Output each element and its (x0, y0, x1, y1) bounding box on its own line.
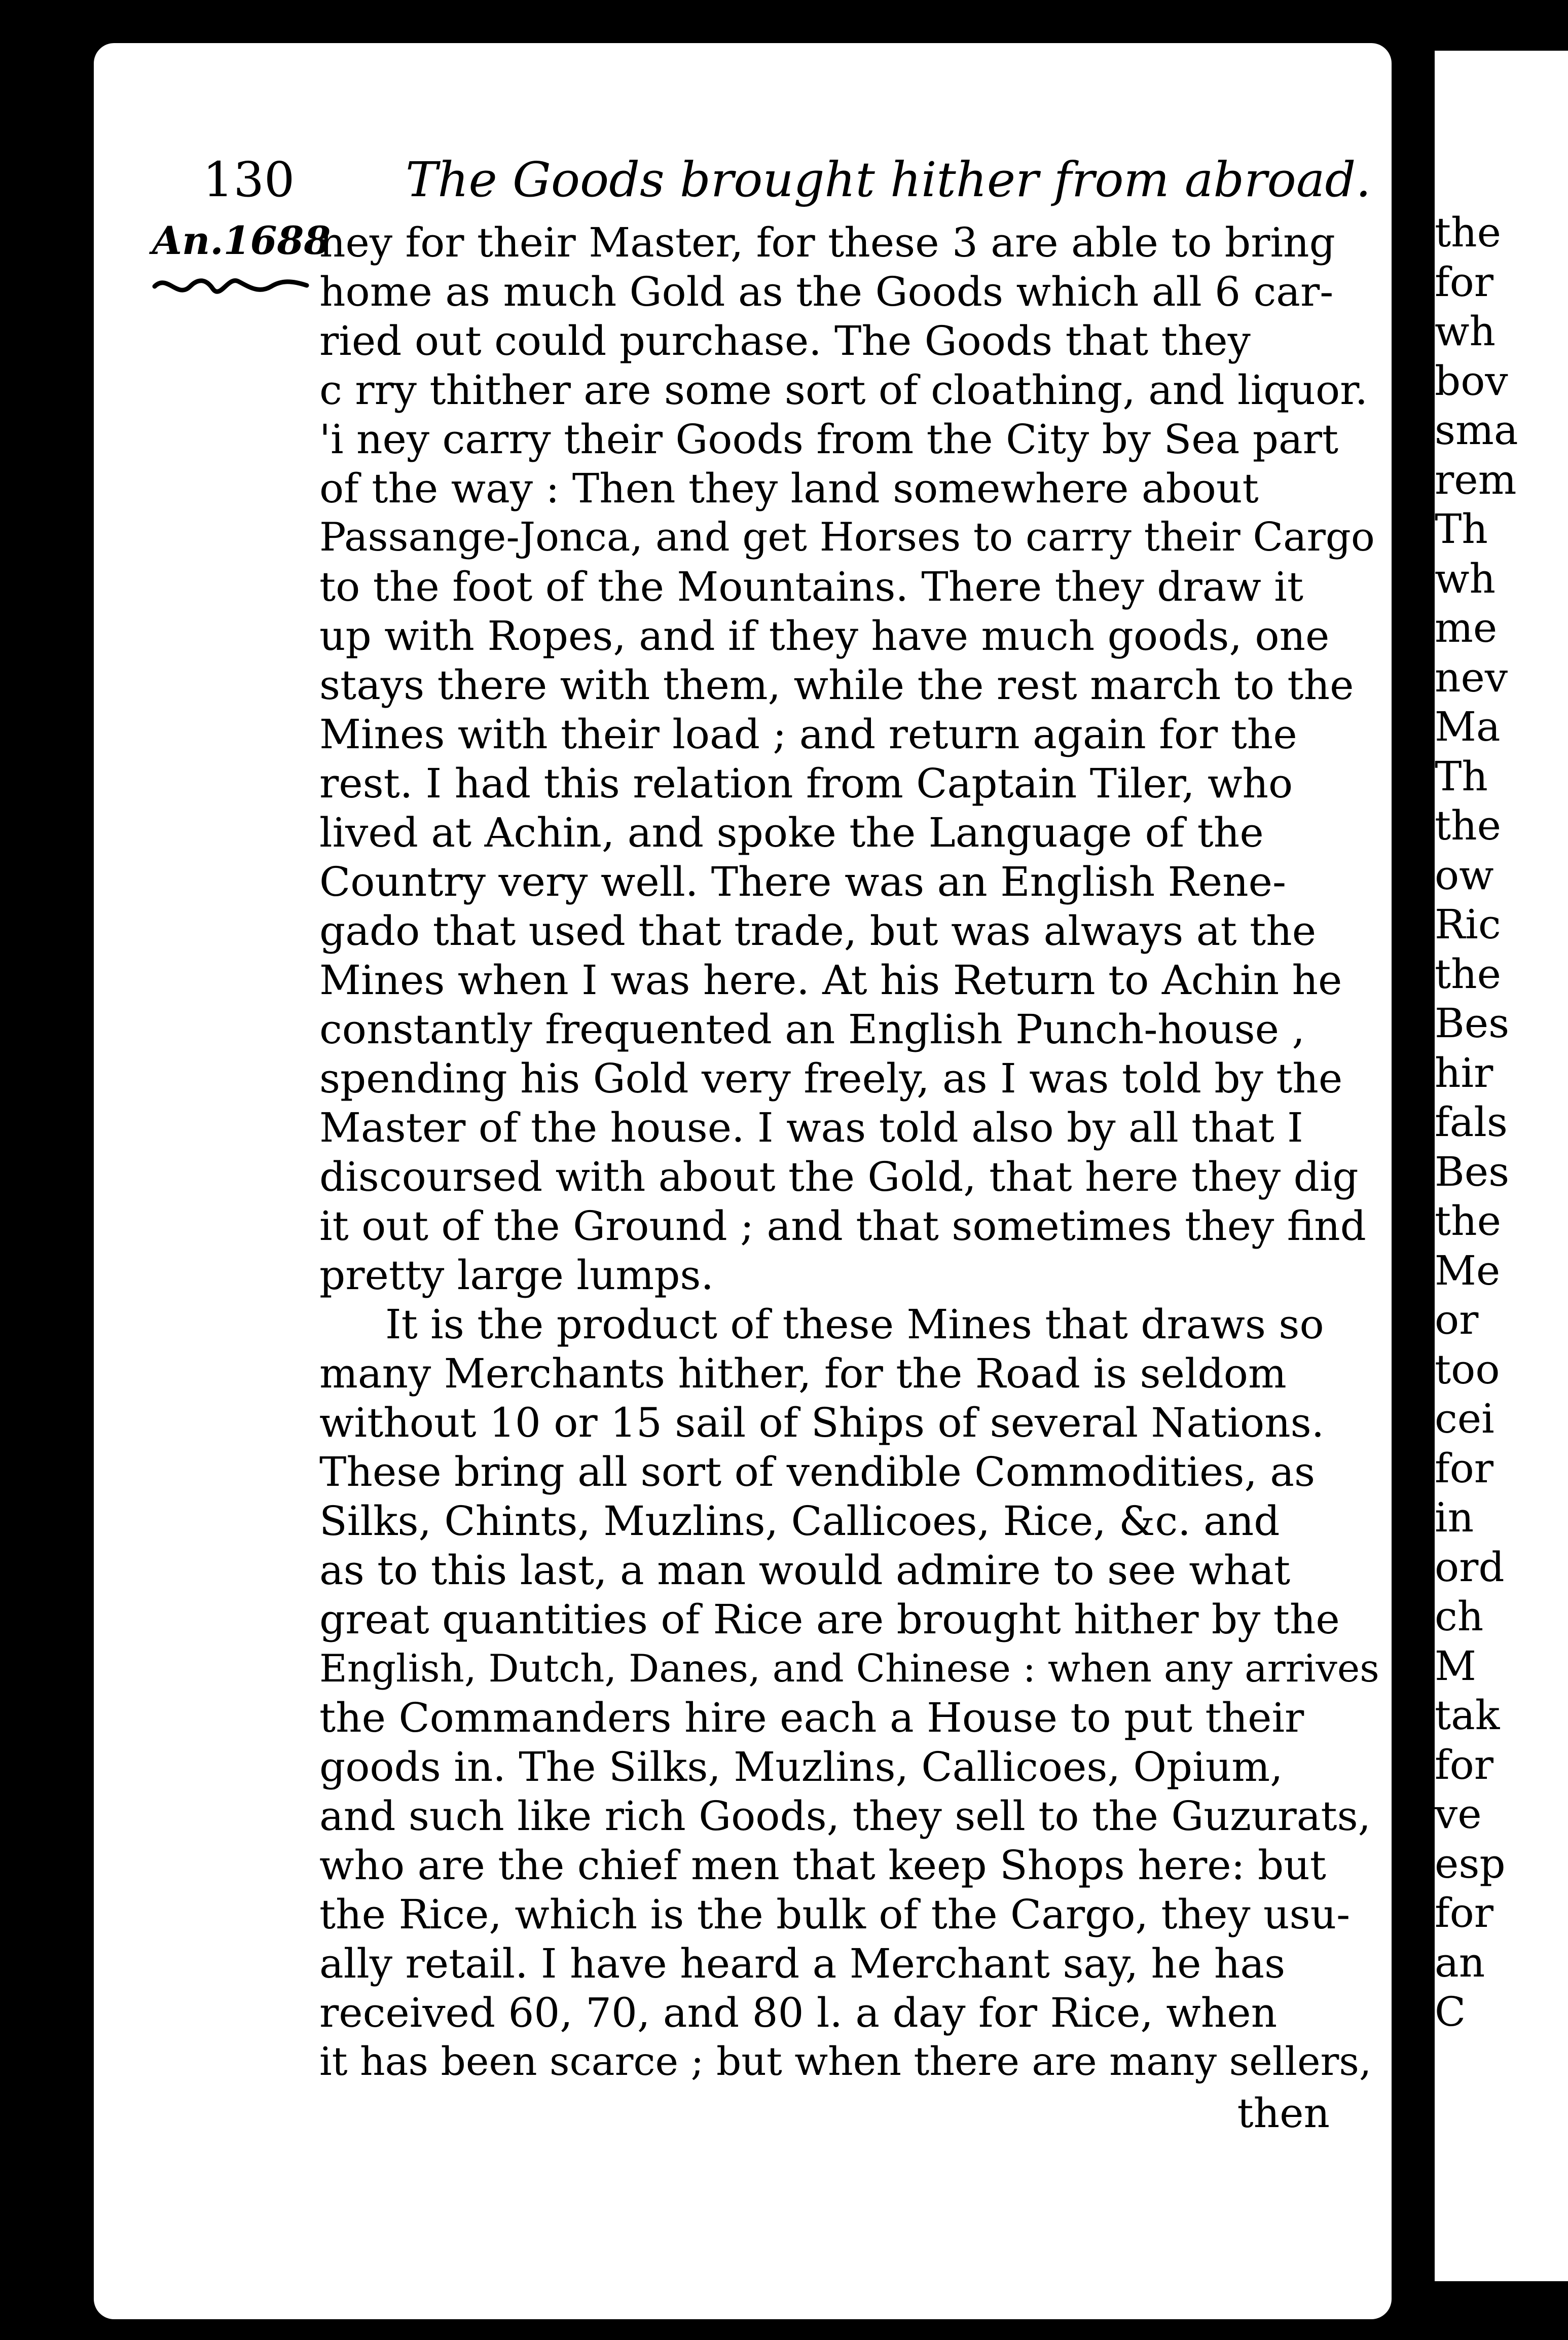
text-line: rest. I had this relation from Captain Tiler, who (319, 760, 1293, 807)
text-line: and such like rich Goods, they sell to the Guzurats, (319, 1793, 1371, 1840)
facing-page-fragment: wh (1435, 555, 1496, 602)
text-line: to the foot of the Mountains. There they draw it (319, 563, 1304, 610)
text-line: c rry thither are some sort of cloathing, and liquor. (319, 367, 1368, 414)
text-line: the Commanders hire each a House to put their (319, 1694, 1304, 1741)
text-line: constantly frequented an English Punch-house , (319, 1006, 1305, 1053)
margin-ornament-icon (152, 271, 309, 302)
facing-page (1435, 51, 1568, 2281)
text-line: Mines with their load ; and return again for the (319, 711, 1297, 758)
facing-page-fragment: tak (1435, 1692, 1500, 1739)
text-line: it has been scarce ; but when there are many sellers, (319, 2039, 1372, 2085)
facing-page-fragment: the (1435, 209, 1502, 256)
facing-page-fragment: rem (1435, 456, 1517, 503)
facing-page-fragment: the (1435, 950, 1502, 998)
margin-year (152, 218, 331, 264)
text-line: spending his Gold very freely, as I was told by the (319, 1055, 1343, 1102)
facing-page-fragment: the (1435, 802, 1502, 849)
margin-year-text: An.1688 (152, 218, 331, 263)
facing-page-fragment: ow (1435, 851, 1494, 899)
text-line: ally retail. I have heard a Merchant say, he has (319, 1940, 1286, 1987)
facing-page-fragment: bov (1435, 357, 1508, 405)
facing-page-fragment: Bes (1435, 1000, 1510, 1047)
facing-page-fragment: the (1435, 1197, 1502, 1245)
text-line: gado that used that trade, but was always at the (319, 907, 1317, 955)
page-number: 130 (203, 152, 295, 208)
text-line: Mines when I was here. At his Return to Achin he (319, 957, 1342, 1004)
text-line: It is the product of these Mines that draws so (385, 1301, 1324, 1348)
facing-page-fragment: for (1435, 1889, 1494, 1936)
facing-page-fragment: M (1435, 1642, 1476, 1690)
facing-page-fragment: Me (1435, 1247, 1501, 1294)
facing-page-fragment: me (1435, 604, 1498, 651)
text-line: English, Dutch, Danes, and Chinese : when any arrives (319, 1646, 1379, 1691)
facing-page-fragment: ve (1435, 1790, 1482, 1838)
facing-page-fragment: wh (1435, 308, 1496, 355)
catchword: then (1237, 2090, 1330, 2137)
facing-page-fragment: for (1435, 1444, 1494, 1492)
facing-page-fragment: for (1435, 1741, 1494, 1788)
text-line: Master of the house. I was told also by all that I (319, 1104, 1303, 1151)
facing-page-fragment: Bes (1435, 1148, 1510, 1195)
facing-page-fragment: in (1435, 1494, 1474, 1541)
facing-page-fragment: or (1435, 1296, 1479, 1343)
text-line: the Rice, which is the bulk of the Cargo, they usu- (319, 1891, 1351, 1938)
facing-page-fragment: nev (1435, 653, 1508, 701)
text-line: goods in. The Silks, Muzlins, Callicoes, Opium, (319, 1743, 1283, 1790)
running-title: The Goods brought hither from abroad. (406, 152, 1371, 208)
text-line: 'i ney carry their Goods from the City by Sea part (319, 416, 1339, 463)
text-line: of the way : Then they land somewhere about (319, 465, 1259, 512)
facing-page-fragment: for (1435, 258, 1494, 306)
text-line: ney for their Master, for these 3 are able to bring (319, 219, 1335, 266)
text-line: as to this last, a man would admire to see what (319, 1547, 1291, 1594)
facing-page-fragment: ch (1435, 1593, 1484, 1640)
text-line: stays there with them, while the rest march to the (319, 662, 1354, 709)
text-line: pretty large lumps. (319, 1252, 714, 1299)
body-text (319, 218, 1384, 2087)
text-line: Silks, Chints, Muzlins, Callicoes, Rice, &c. and (319, 1497, 1280, 1545)
text-line: great quantities of Rice are brought hither by the (319, 1596, 1340, 1643)
facing-page-fragment: sma (1435, 407, 1518, 454)
facing-page-fragment: ord (1435, 1543, 1505, 1591)
text-line: home as much Gold as the Goods which all 6 car- (319, 268, 1334, 315)
facing-page-fragment: an (1435, 1939, 1485, 1986)
facing-page-fragment: esp (1435, 1840, 1506, 1887)
facing-page-fragment: Ma (1435, 703, 1501, 750)
facing-page-fragment: Ric (1435, 901, 1501, 948)
facing-page-fragment: C (1435, 1988, 1466, 2035)
text-line: These bring all sort of vendible Commodities, as (319, 1448, 1316, 1495)
text-line: Country very well. There was an English Rene- (319, 858, 1287, 905)
facing-page-fragment: Th (1435, 752, 1488, 800)
facing-page-fragment: too (1435, 1345, 1500, 1393)
text-line: who are the chief men that keep Shops here: but (319, 1842, 1326, 1889)
text-line: without 10 or 15 sail of Ships of several Nations. (319, 1399, 1325, 1446)
text-line: ried out could purchase. The Goods that they (319, 317, 1251, 364)
text-line: received 60, 70, and 80 l. a day for Rice, when (319, 1989, 1278, 2036)
facing-page-fragment: Th (1435, 505, 1488, 553)
text-line: discoursed with about the Gold, that here they dig (319, 1153, 1359, 1200)
text-line: many Merchants hither, for the Road is seldom (319, 1350, 1287, 1397)
text-line: up with Ropes, and if they have much goods, one (319, 612, 1330, 660)
text-line: lived at Achin, and spoke the Language of the (319, 809, 1264, 856)
text-line: it out of the Ground ; and that sometimes they find (319, 1202, 1366, 1250)
facing-page-fragment: fals (1435, 1099, 1508, 1146)
facing-page-fragment: cei (1435, 1395, 1494, 1442)
facing-page-fragment: hir (1435, 1049, 1493, 1096)
text-line: Passange-Jonca, and get Horses to carry their Cargo (319, 515, 1375, 560)
